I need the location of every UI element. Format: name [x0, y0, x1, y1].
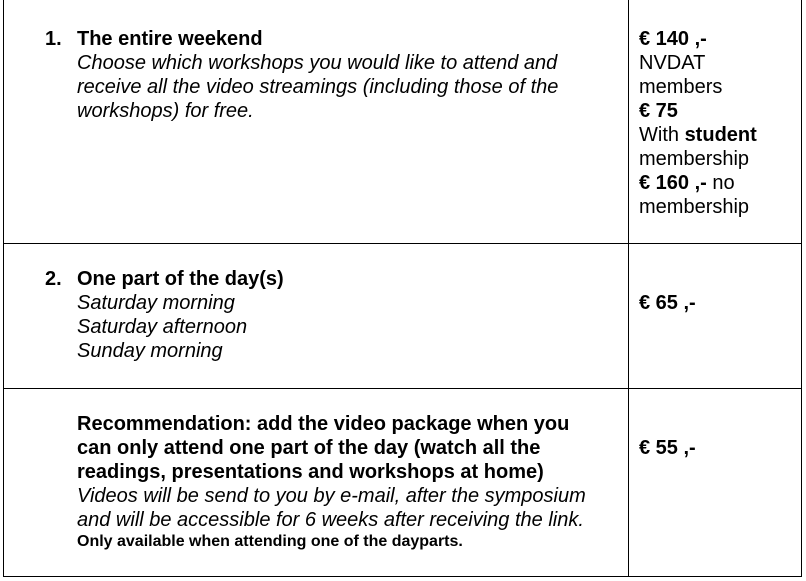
recommendation-line: readings, presentations and workshops at home)	[77, 461, 544, 483]
recommendation-block	[77, 412, 622, 552]
price-label: NVDAT	[639, 52, 706, 74]
price-label	[639, 123, 799, 147]
daypart-item: Sunday morning	[77, 340, 223, 362]
price-cell	[629, 244, 803, 388]
pricing-table	[3, 0, 802, 577]
column-divider	[628, 0, 629, 577]
option-description-line: workshops) for free.	[77, 100, 254, 122]
price-video-package: € 55 ,-	[639, 437, 696, 459]
option-cell	[4, 244, 628, 388]
availability-note: Only available when attending one of the dayparts.	[77, 533, 463, 550]
price-value	[639, 436, 799, 460]
table-row-part-of-day	[4, 244, 801, 389]
table-row-entire-weekend	[4, 0, 801, 244]
price-daypart: € 65 ,-	[639, 292, 696, 314]
option-description-line: receive all the video streamings (including those of the	[77, 76, 559, 98]
price-label-text: With	[639, 124, 685, 146]
daypart-item: Saturday afternoon	[77, 316, 248, 338]
price-value	[639, 291, 799, 315]
option-cell	[4, 0, 628, 243]
option-title: The entire weekend	[77, 28, 263, 50]
option-cell	[4, 389, 628, 577]
option-description-line: Choose which workshops you would like to attend and	[77, 52, 558, 74]
price-label: membership	[639, 196, 750, 218]
video-info-line: and will be accessible for 6 weeks after receiving the link.	[77, 509, 584, 531]
video-info-line: Videos will be send to you by e-mail, after the symposium	[77, 485, 586, 507]
price-cell	[629, 389, 803, 577]
recommendation-line: can only attend one part of the day (watch all the	[77, 437, 541, 459]
price-list	[639, 27, 799, 219]
price-student: € 75	[639, 100, 678, 122]
price-no-membership	[639, 171, 799, 195]
price-label: members	[639, 76, 723, 98]
price-label-bold: student	[684, 124, 757, 146]
recommendation-line: Recommendation: add the video package when you	[77, 413, 570, 435]
price-value: € 160 ,-	[639, 172, 707, 194]
price-members: € 140 ,-	[639, 28, 707, 50]
price-label-text: no	[706, 172, 735, 194]
list-number: 1.	[45, 28, 62, 50]
price-label: membership	[639, 148, 750, 170]
option-title: One part of the day(s)	[77, 268, 284, 290]
list-number: 2.	[45, 268, 62, 290]
price-cell	[629, 0, 803, 243]
daypart-item: Saturday morning	[77, 292, 235, 314]
table-row-video-package	[4, 389, 801, 577]
